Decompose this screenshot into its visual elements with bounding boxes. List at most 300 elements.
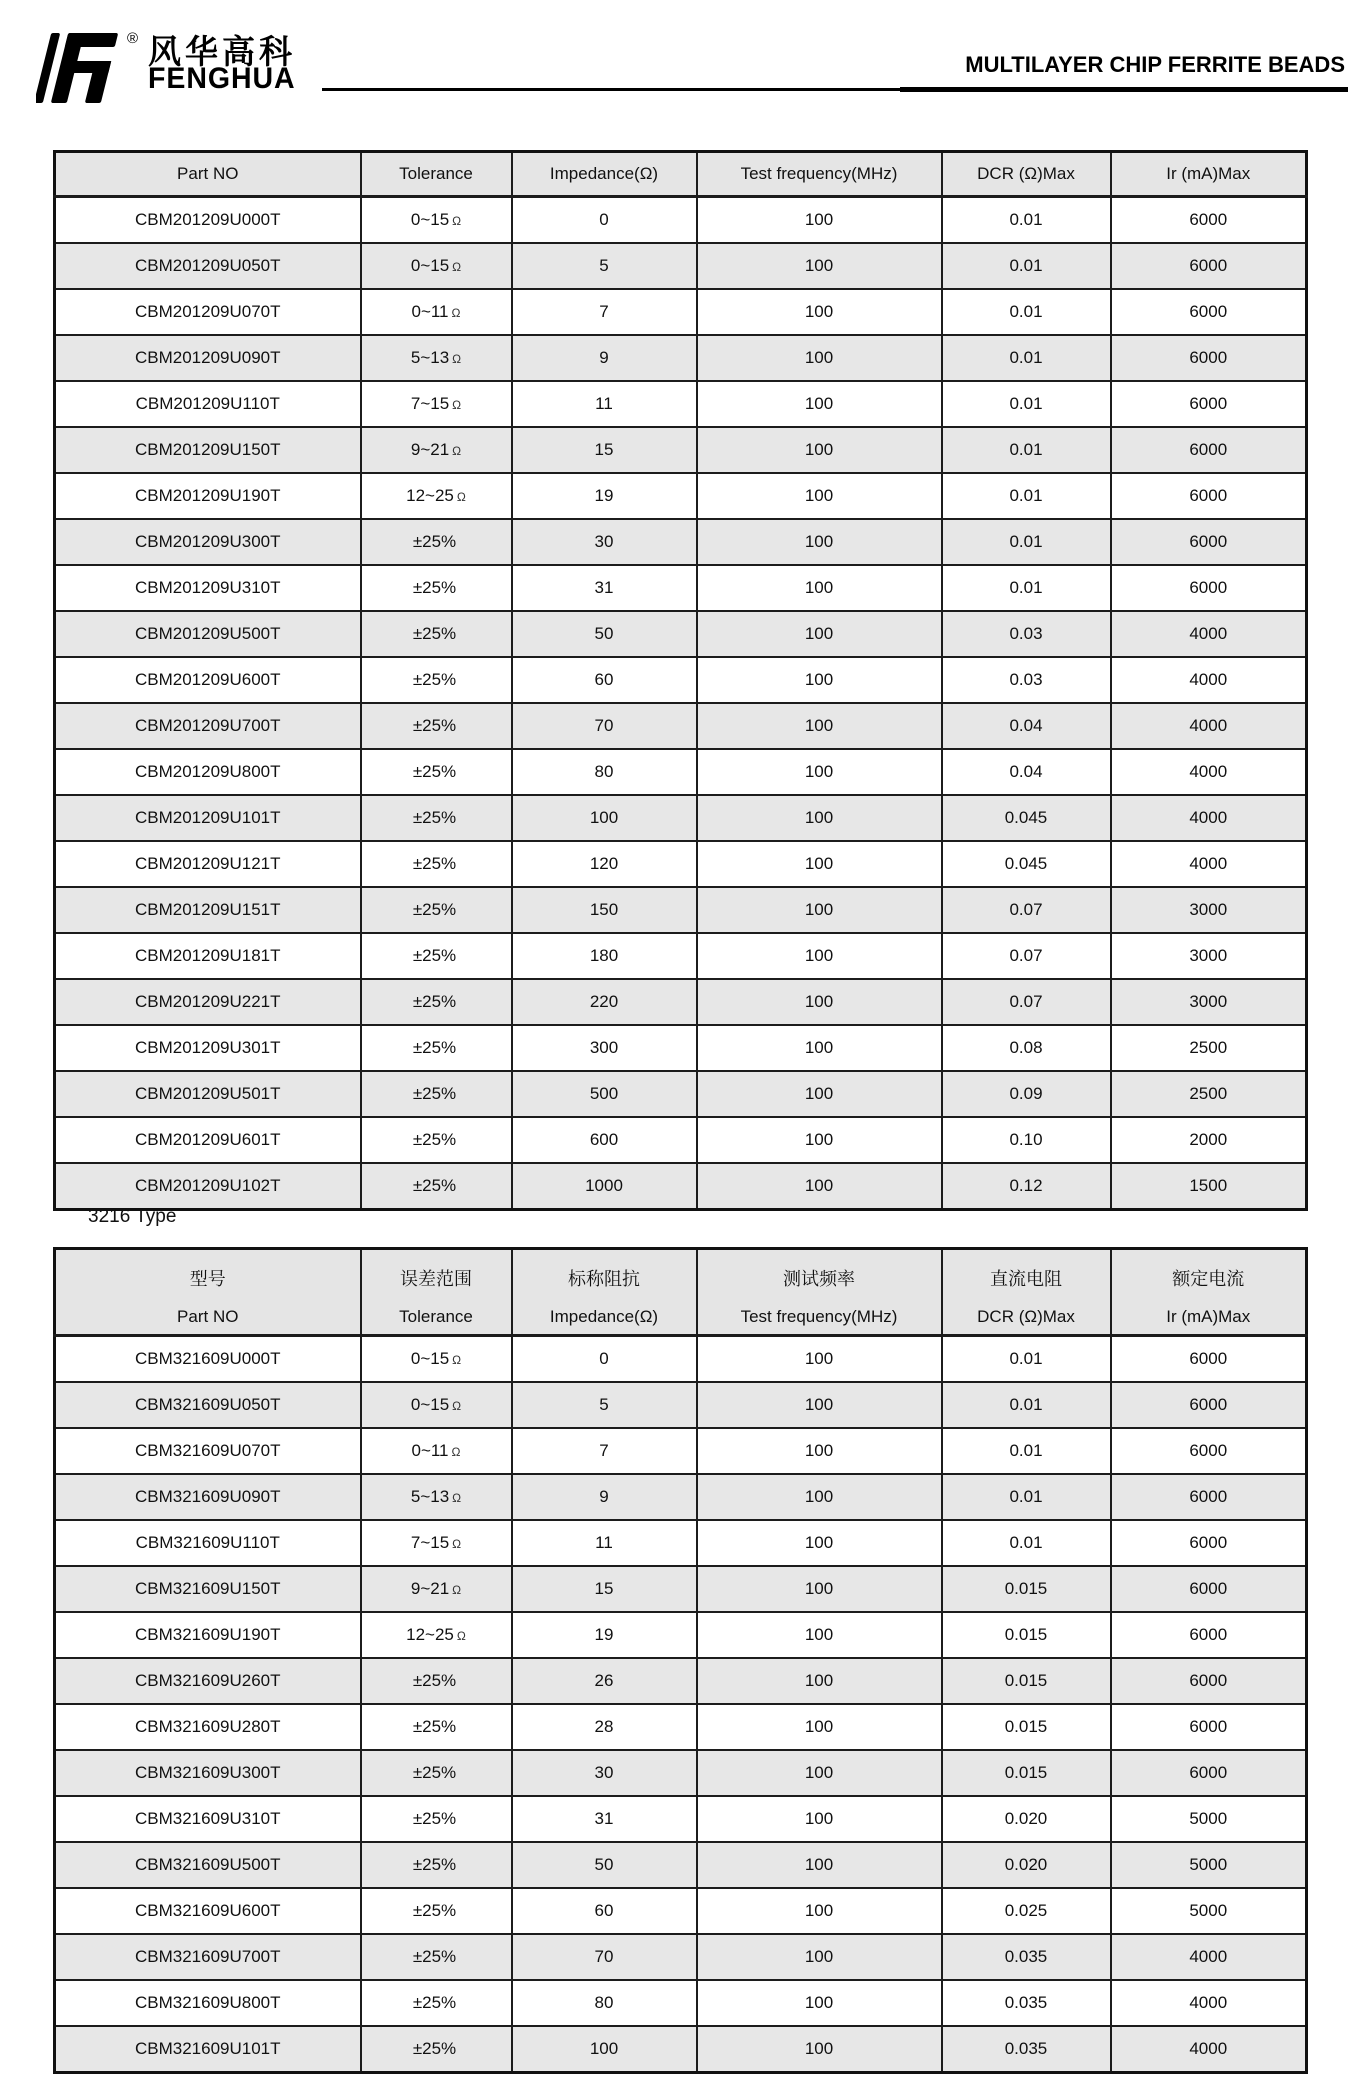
test-frequency-cell: 100 [697, 1612, 942, 1658]
dcr-cell: 0.025 [942, 1888, 1111, 1934]
tolerance-cell [361, 841, 512, 887]
tolerance-value: 7~15 [410, 1533, 450, 1552]
rated-current-cell: 6000 [1111, 381, 1307, 427]
table-row [55, 1474, 1307, 1520]
part-no-cell: CBM321609U300T [55, 1750, 361, 1796]
tolerance-value: ±25% [412, 1038, 457, 1057]
impedance-cell: 1000 [512, 1163, 697, 1210]
table-row [55, 1842, 1307, 1888]
column-header-dcr [942, 1249, 1111, 1336]
part-no-cell: CBM321609U800T [55, 1980, 361, 2026]
column-header-impedance: Impedance(Ω) [512, 152, 697, 197]
part-no-cell: CBM321609U000T [55, 1336, 361, 1383]
column-header-rated-current [1111, 1249, 1307, 1336]
part-no-cell: CBM201209U310T [55, 565, 361, 611]
tolerance-value: ±25% [412, 670, 457, 689]
column-header-cn: 标称阻抗 [568, 1269, 640, 1289]
dcr-cell: 0.12 [942, 1163, 1111, 1210]
test-frequency-cell: 100 [697, 703, 942, 749]
tolerance-value: ±25% [412, 946, 457, 965]
tolerance-value: ±25% [412, 854, 457, 873]
tolerance-value: ±25% [412, 1084, 457, 1103]
tolerance-cell [361, 1934, 512, 1980]
table-row [55, 1888, 1307, 1934]
tolerance-cell [361, 1336, 512, 1383]
part-no-cell: CBM201209U101T [55, 795, 361, 841]
tolerance-cell [361, 1025, 512, 1071]
rated-current-cell: 6000 [1111, 1336, 1307, 1383]
impedance-cell: 50 [512, 1842, 697, 1888]
column-header-cn: 型号 [189, 1269, 226, 1289]
tolerance-value: 0~15 [410, 1349, 450, 1368]
part-no-cell: CBM321609U280T [55, 1704, 361, 1750]
tolerance-value: ±25% [412, 1993, 457, 2012]
ferrite-beads-table-3216 [53, 1247, 1308, 2074]
tolerance-cell [361, 243, 512, 289]
tolerance-cell [361, 1888, 512, 1934]
header-rule [322, 88, 902, 91]
rated-current-cell: 4000 [1111, 657, 1307, 703]
ohm-unit: Ω [452, 1537, 462, 1551]
column-header-tolerance [361, 1249, 512, 1336]
dcr-cell: 0.01 [942, 1382, 1111, 1428]
tolerance-cell [361, 703, 512, 749]
tolerance-cell [361, 1520, 512, 1566]
ohm-unit: Ω [456, 1629, 466, 1643]
test-frequency-cell: 100 [697, 933, 942, 979]
tolerance-cell [361, 1612, 512, 1658]
tolerance-cell [361, 611, 512, 657]
table-row [55, 611, 1307, 657]
impedance-cell: 28 [512, 1704, 697, 1750]
column-header-impedance [512, 1249, 697, 1336]
table-row [55, 795, 1307, 841]
tolerance-cell [361, 887, 512, 933]
rated-current-cell: 6000 [1111, 1474, 1307, 1520]
impedance-cell: 31 [512, 1796, 697, 1842]
table-row [55, 1796, 1307, 1842]
impedance-cell: 70 [512, 1934, 697, 1980]
table-row [55, 1612, 1307, 1658]
tolerance-cell [361, 933, 512, 979]
table-row [55, 1117, 1307, 1163]
ohm-unit: Ω [452, 352, 462, 366]
test-frequency-cell: 100 [697, 2026, 942, 2073]
column-header-tolerance: Tolerance [361, 152, 512, 197]
table-row [55, 289, 1307, 335]
tolerance-cell [361, 1980, 512, 2026]
test-frequency-cell: 100 [697, 243, 942, 289]
impedance-cell: 120 [512, 841, 697, 887]
ohm-unit: Ω [452, 1353, 462, 1367]
tolerance-value: ±25% [412, 1763, 457, 1782]
impedance-cell: 150 [512, 887, 697, 933]
tolerance-value: ±25% [412, 1130, 457, 1149]
table-row [55, 1336, 1307, 1383]
impedance-cell: 220 [512, 979, 697, 1025]
tolerance-value: ±25% [412, 1176, 457, 1195]
test-frequency-cell: 100 [697, 1980, 942, 2026]
part-no-cell: CBM201209U800T [55, 749, 361, 795]
tolerance-cell [361, 197, 512, 244]
part-no-cell: CBM201209U501T [55, 1071, 361, 1117]
rated-current-cell: 3000 [1111, 887, 1307, 933]
tolerance-cell [361, 1704, 512, 1750]
tolerance-value: 5~13 [410, 1487, 450, 1506]
tolerance-value: ±25% [412, 808, 457, 827]
column-header-cn: 额定电流 [1172, 1269, 1245, 1289]
rated-current-cell: 1500 [1111, 1163, 1307, 1210]
impedance-cell: 80 [512, 1980, 697, 2026]
tolerance-cell [361, 1474, 512, 1520]
impedance-cell: 60 [512, 1888, 697, 1934]
test-frequency-cell: 100 [697, 1336, 942, 1383]
table-row [55, 243, 1307, 289]
tolerance-value: 0~11 [411, 1441, 449, 1460]
tolerance-cell [361, 1382, 512, 1428]
dcr-cell: 0.01 [942, 473, 1111, 519]
test-frequency-cell: 100 [697, 1163, 942, 1210]
impedance-cell: 30 [512, 1750, 697, 1796]
dcr-cell: 0.01 [942, 197, 1111, 244]
ohm-unit: Ω [452, 260, 462, 274]
tolerance-value: ±25% [412, 762, 457, 781]
column-header-en: Tolerance [399, 1307, 473, 1326]
column-header-test-frequency [697, 1249, 942, 1336]
impedance-cell: 15 [512, 1566, 697, 1612]
table-row [55, 1025, 1307, 1071]
impedance-cell: 50 [512, 611, 697, 657]
table-row [55, 473, 1307, 519]
dcr-cell: 0.07 [942, 933, 1111, 979]
test-frequency-cell: 100 [697, 473, 942, 519]
impedance-cell: 7 [512, 289, 697, 335]
tolerance-cell [361, 795, 512, 841]
dcr-cell: 0.015 [942, 1566, 1111, 1612]
tolerance-cell [361, 2026, 512, 2073]
tolerance-cell [361, 979, 512, 1025]
header-row [55, 152, 1307, 197]
rated-current-cell: 2000 [1111, 1117, 1307, 1163]
rated-current-cell: 5000 [1111, 1796, 1307, 1842]
column-header-en: Ir (mA)Max [1166, 1307, 1251, 1326]
dcr-cell: 0.01 [942, 289, 1111, 335]
tolerance-cell [361, 1658, 512, 1704]
table-row [55, 565, 1307, 611]
test-frequency-cell: 100 [697, 749, 942, 795]
dcr-cell: 0.045 [942, 841, 1111, 887]
table-row [55, 427, 1307, 473]
rated-current-cell: 4000 [1111, 1934, 1307, 1980]
column-header-part-no [55, 1249, 361, 1336]
impedance-cell: 5 [512, 1382, 697, 1428]
table-row [55, 749, 1307, 795]
ohm-unit: Ω [451, 1445, 461, 1459]
dcr-cell: 0.035 [942, 2026, 1111, 2073]
rated-current-cell: 4000 [1111, 703, 1307, 749]
ohm-unit: Ω [452, 1583, 462, 1597]
column-header-en: Test frequency(MHz) [740, 1307, 898, 1326]
table-row [55, 703, 1307, 749]
tolerance-value: ±25% [412, 624, 457, 643]
dcr-cell: 0.09 [942, 1071, 1111, 1117]
rated-current-cell: 6000 [1111, 289, 1307, 335]
tolerance-cell [361, 1071, 512, 1117]
dcr-cell: 0.035 [942, 1980, 1111, 2026]
tolerance-cell [361, 335, 512, 381]
tolerance-value: ±25% [412, 1809, 457, 1828]
test-frequency-cell: 100 [697, 979, 942, 1025]
ohm-unit: Ω [452, 398, 462, 412]
test-frequency-cell: 100 [697, 1428, 942, 1474]
impedance-cell: 70 [512, 703, 697, 749]
tolerance-cell [361, 565, 512, 611]
part-no-cell: CBM201209U700T [55, 703, 361, 749]
part-no-cell: CBM201209U300T [55, 519, 361, 565]
impedance-cell: 80 [512, 749, 697, 795]
tolerance-value: ±25% [412, 1855, 457, 1874]
table-2012-header [55, 152, 1307, 197]
brand-name-chinese: 风华高科 [148, 33, 296, 70]
rated-current-cell: 6000 [1111, 243, 1307, 289]
dcr-cell: 0.045 [942, 795, 1111, 841]
tolerance-cell [361, 473, 512, 519]
part-no-cell: CBM321609U090T [55, 1474, 361, 1520]
column-header-part-no: Part NO [55, 152, 361, 197]
part-no-cell: CBM201209U121T [55, 841, 361, 887]
ohm-unit: Ω [452, 1491, 462, 1505]
tolerance-value: ±25% [412, 1901, 457, 1920]
table-row [55, 1934, 1307, 1980]
section-label-3216-type: 3216 Type [88, 1206, 177, 1227]
part-no-cell: CBM321609U500T [55, 1842, 361, 1888]
table-row [55, 335, 1307, 381]
impedance-cell: 500 [512, 1071, 697, 1117]
rated-current-cell: 6000 [1111, 473, 1307, 519]
impedance-cell: 180 [512, 933, 697, 979]
impedance-cell: 5 [512, 243, 697, 289]
tolerance-value: ±25% [412, 1671, 457, 1690]
tolerance-cell [361, 1750, 512, 1796]
tolerance-cell [361, 519, 512, 565]
test-frequency-cell: 100 [697, 565, 942, 611]
dcr-cell: 0.04 [942, 703, 1111, 749]
dcr-cell: 0.020 [942, 1796, 1111, 1842]
dcr-cell: 0.01 [942, 381, 1111, 427]
impedance-cell: 30 [512, 519, 697, 565]
test-frequency-cell: 100 [697, 381, 942, 427]
impedance-cell: 600 [512, 1117, 697, 1163]
column-header-rated-current: Ir (mA)Max [1111, 152, 1307, 197]
rated-current-cell: 6000 [1111, 1566, 1307, 1612]
tolerance-value: 7~15 [410, 394, 450, 413]
dcr-cell: 0.03 [942, 611, 1111, 657]
tolerance-cell [361, 1428, 512, 1474]
rated-current-cell: 4000 [1111, 749, 1307, 795]
dcr-cell: 0.10 [942, 1117, 1111, 1163]
table-row [55, 841, 1307, 887]
rated-current-cell: 6000 [1111, 197, 1307, 244]
test-frequency-cell: 100 [697, 1520, 942, 1566]
dcr-cell: 0.01 [942, 565, 1111, 611]
column-header-en: DCR (Ω)Max [977, 1307, 1075, 1326]
dcr-cell: 0.07 [942, 887, 1111, 933]
tolerance-value: 0~15 [410, 1395, 450, 1414]
rated-current-cell: 6000 [1111, 1750, 1307, 1796]
rated-current-cell: 6000 [1111, 1704, 1307, 1750]
rated-current-cell: 6000 [1111, 1520, 1307, 1566]
rated-current-cell: 2500 [1111, 1025, 1307, 1071]
tolerance-cell [361, 381, 512, 427]
table-row [55, 381, 1307, 427]
test-frequency-cell: 100 [697, 795, 942, 841]
tolerance-cell [361, 289, 512, 335]
test-frequency-cell: 100 [697, 841, 942, 887]
dcr-cell: 0.01 [942, 1474, 1111, 1520]
dcr-cell: 0.020 [942, 1842, 1111, 1888]
tolerance-cell [361, 1117, 512, 1163]
impedance-cell: 15 [512, 427, 697, 473]
rated-current-cell: 6000 [1111, 335, 1307, 381]
dcr-cell: 0.01 [942, 1428, 1111, 1474]
test-frequency-cell: 100 [697, 1704, 942, 1750]
part-no-cell: CBM201209U181T [55, 933, 361, 979]
ohm-unit: Ω [452, 444, 462, 458]
tolerance-value: 0~15 [410, 256, 450, 275]
test-frequency-cell: 100 [697, 335, 942, 381]
impedance-cell: 100 [512, 795, 697, 841]
table-3216-header [55, 1249, 1307, 1336]
table-row [55, 519, 1307, 565]
part-no-cell: CBM321609U101T [55, 2026, 361, 2073]
fenghua-logo-icon [36, 30, 124, 106]
dcr-cell: 0.01 [942, 519, 1111, 565]
part-no-cell: CBM201209U050T [55, 243, 361, 289]
header-rule-thick [900, 87, 1348, 92]
tolerance-cell [361, 427, 512, 473]
rated-current-cell: 4000 [1111, 1980, 1307, 2026]
test-frequency-cell: 100 [697, 1750, 942, 1796]
page-title: MULTILAYER CHIP FERRITE BEADS [965, 52, 1345, 77]
part-no-cell: CBM201209U102T [55, 1163, 361, 1210]
dcr-cell: 0.015 [942, 1704, 1111, 1750]
part-no-cell: CBM201209U150T [55, 427, 361, 473]
tolerance-value: 0~15 [410, 210, 450, 229]
part-no-cell: CBM201209U601T [55, 1117, 361, 1163]
test-frequency-cell: 100 [697, 519, 942, 565]
table-row [55, 1750, 1307, 1796]
test-frequency-cell: 100 [697, 1888, 942, 1934]
column-header-cn: 误差范围 [400, 1269, 472, 1289]
rated-current-cell: 6000 [1111, 1612, 1307, 1658]
part-no-cell: CBM321609U700T [55, 1934, 361, 1980]
table-row [55, 1520, 1307, 1566]
dcr-cell: 0.035 [942, 1934, 1111, 1980]
part-no-cell: CBM201209U151T [55, 887, 361, 933]
table-row [55, 2026, 1307, 2073]
test-frequency-cell: 100 [697, 1071, 942, 1117]
impedance-cell: 300 [512, 1025, 697, 1071]
part-no-cell: CBM321609U190T [55, 1612, 361, 1658]
part-no-cell: CBM321609U150T [55, 1566, 361, 1612]
impedance-cell: 9 [512, 1474, 697, 1520]
dcr-cell: 0.015 [942, 1750, 1111, 1796]
part-no-cell: CBM321609U260T [55, 1658, 361, 1704]
rated-current-cell: 4000 [1111, 2026, 1307, 2073]
rated-current-cell: 6000 [1111, 1382, 1307, 1428]
part-no-cell: CBM201209U000T [55, 197, 361, 244]
dcr-cell: 0.03 [942, 657, 1111, 703]
tolerance-value: ±25% [412, 900, 457, 919]
rated-current-cell: 4000 [1111, 795, 1307, 841]
tolerance-value: 0~11 [411, 302, 449, 321]
ohm-unit: Ω [452, 214, 462, 228]
impedance-cell: 9 [512, 335, 697, 381]
registered-trademark-icon: ® [127, 30, 139, 47]
rated-current-cell: 5000 [1111, 1888, 1307, 1934]
table-row [55, 1428, 1307, 1474]
test-frequency-cell: 100 [697, 1796, 942, 1842]
column-header-en: Impedance(Ω) [549, 1307, 659, 1326]
part-no-cell: CBM201209U221T [55, 979, 361, 1025]
impedance-cell: 0 [512, 1336, 697, 1383]
rated-current-cell: 6000 [1111, 519, 1307, 565]
table-row [55, 1980, 1307, 2026]
impedance-cell: 26 [512, 1658, 697, 1704]
column-header-cn: 测试频率 [783, 1269, 855, 1289]
ohm-unit: Ω [452, 1399, 462, 1413]
rated-current-cell: 3000 [1111, 979, 1307, 1025]
table-row [55, 1566, 1307, 1612]
part-no-cell: CBM321609U310T [55, 1796, 361, 1842]
test-frequency-cell: 100 [697, 1474, 942, 1520]
tolerance-value: ±25% [412, 532, 457, 551]
part-no-cell: CBM201209U500T [55, 611, 361, 657]
tolerance-value: ±25% [412, 1717, 457, 1736]
rated-current-cell: 6000 [1111, 1658, 1307, 1704]
dcr-cell: 0.01 [942, 427, 1111, 473]
column-header-cn: 直流电阻 [990, 1269, 1062, 1289]
table-row [55, 1163, 1307, 1210]
tolerance-cell [361, 1566, 512, 1612]
tolerance-value: 12~25 [406, 486, 454, 505]
impedance-cell: 7 [512, 1428, 697, 1474]
part-no-cell: CBM321609U110T [55, 1520, 361, 1566]
tolerance-value: 12~25 [406, 1625, 454, 1644]
test-frequency-cell: 100 [697, 1025, 942, 1071]
tolerance-value: 9~21 [410, 440, 450, 459]
ohm-unit: Ω [456, 490, 466, 504]
tolerance-cell [361, 1796, 512, 1842]
impedance-cell: 31 [512, 565, 697, 611]
tolerance-value: 5~13 [410, 348, 450, 367]
dcr-cell: 0.07 [942, 979, 1111, 1025]
table-row [55, 1658, 1307, 1704]
tolerance-value: 9~21 [410, 1579, 450, 1598]
table-row [55, 197, 1307, 244]
rated-current-cell: 4000 [1111, 611, 1307, 657]
rated-current-cell: 6000 [1111, 565, 1307, 611]
part-no-cell: CBM321609U070T [55, 1428, 361, 1474]
table-row [55, 657, 1307, 703]
ohm-unit: Ω [451, 306, 461, 320]
impedance-cell: 11 [512, 381, 697, 427]
brand-name-english: FENGHUA [148, 62, 296, 95]
table-row [55, 1071, 1307, 1117]
part-no-cell: CBM201209U110T [55, 381, 361, 427]
column-header-dcr: DCR (Ω)Max [942, 152, 1111, 197]
test-frequency-cell: 100 [697, 611, 942, 657]
